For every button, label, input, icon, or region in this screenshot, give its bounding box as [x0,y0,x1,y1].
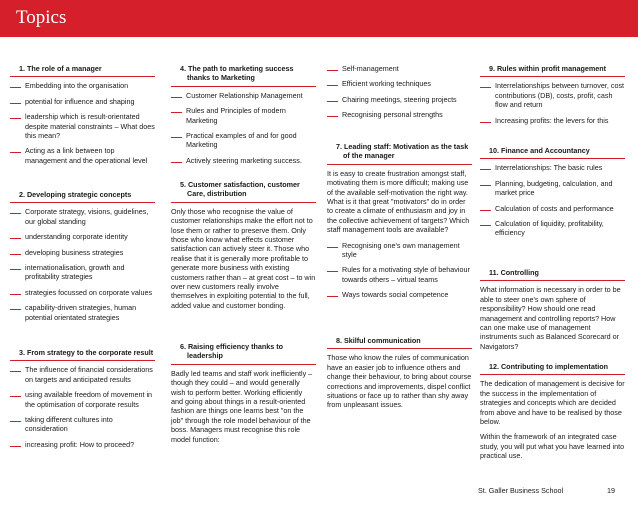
bullet-dash [10,103,21,104]
list-item: increasing profit: How to proceed? [10,440,155,449]
body-paragraph: Within the framework of an integrated case study, you will put what you have learned into practical use. [480,432,625,461]
body-paragraph: The dedication of management is decisive for the success in the implementation of strategies and concepts which are decided from above and have to be realised by those below. [480,379,625,427]
list-item: Rules for a motivating style of behaviour towards others – virtual teams [327,265,472,284]
bullet-dash [327,101,338,102]
list-item: The influence of financial considerations on targets and anticipated results [10,365,155,384]
list-item: Interrelationships between turnover, cost contributions (DB), costs, profit, cash flow and return [480,81,625,109]
bullet-dash [10,118,21,119]
header-banner [0,0,638,37]
list-item: internationalisation, growth and profitability strategies [10,263,155,282]
section-profit-management [480,64,625,131]
bullet-dash [10,421,21,422]
bullet-dash [171,97,182,98]
bullet-dash [171,112,182,113]
body-paragraph: Only those who recognise the value of customer relationships make the effort not to lose them or rather to preserve them. Only those who know what effects customer satisfaction can actively steer it. Those who realise that it is generally more profitable to generate more business with existing customers rather than – at great cost – to win over new customers really involve themselves in exploiting potential to the full, added value and customer bonding. [171,206,316,310]
list-item: Practical examples of and for good Marketing [171,131,316,150]
list-item: Self-management [327,64,472,73]
list-item: Calculation of costs and performance [480,204,625,213]
list-item: understanding corporate identity [10,232,155,241]
bullet-dash [327,85,338,86]
list-item: leadership which is result-orientated despite material constraints – What does this mean? [10,112,155,140]
list-item: developing business strategies [10,248,155,257]
bullet-dash [480,122,491,123]
section-role-of-manager [10,64,155,171]
section-title: 10. Finance and Accountancy [480,146,625,159]
section-title: 8. Skilful communication [327,336,472,349]
section-skilful-communication [327,336,472,416]
bullet-dash [327,70,338,71]
list-item: taking different cultures into consideration [10,415,155,434]
body-paragraph: Badly led teams and staff work inefficiently – though they could – and would generally wish to perform better. Working efficiently and going about things in a result-oriented fashion are things one learns best "on the job" through the role model behaviour of the boss. Managers must recognise this role model function: [171,368,313,444]
section-controlling [480,268,625,357]
bullet-dash [480,169,491,170]
list-item: Chairing meetings, steering projects [327,95,472,104]
list-item: Corporate strategy, visions, guidelines, our global standing [10,207,155,226]
bullet-dash [10,87,21,88]
bullet-dash [171,137,182,138]
list-item: Ways towards social competence [327,290,472,299]
bullet-dash [327,271,338,272]
body-paragraph: What information is necessary in order to be able to steer one's own sphere of responsibility? How should one read management and controlling reports? How can one make use of management instruments such as Balanced Scorecard or Navigators? [480,285,621,351]
page-title: Topics [16,7,67,28]
section-finance-accountancy [480,146,625,244]
footer-school-name: St. Galler Business School [478,486,564,495]
section-title: 5. Customer satisfaction, customer Care, distribution [171,180,316,203]
section-self-management [327,64,472,126]
bullet-dash [10,396,21,397]
bullet-dash [10,254,21,255]
bullet-dash [10,446,21,447]
list-item: Acting as a link between top management and the operational level [10,146,155,165]
section-title: 6. Raising efficiency thanks to leadership [171,342,316,365]
section-leading-staff [327,142,472,306]
list-item: using available freedom of movement in the optimisation of corporate results [10,390,155,409]
bullet-dash [10,238,21,239]
list-item: potential for influence and shaping [10,97,155,106]
list-item: capability-driven strategies, human potential orientated strategies [10,303,155,322]
section-title: 4. The path to marketing success thanks to Marketing [171,64,316,87]
body-paragraph: It is easy to create frustration amongst staff, motivating them is more difficult; making use of the available self-motivation the right way. What is it that great "motivators" do in order to create a climate of enthusiasm and joy in the collective achievement of targets? Which staff management tools are available? [327,168,470,235]
section-marketing-success [171,64,316,171]
list-item: Calculation of liquidity, profitability, efficiency [480,219,625,238]
section-title: 2. Developing strategic concepts [10,190,155,203]
list-item: Efficient working techniques [327,79,472,88]
list-item: Planning, budgeting, calculation, and market price [480,179,625,198]
bullet-dash [480,210,491,211]
bullet-dash [10,269,21,270]
page-number: 19 [607,486,615,495]
body-paragraph: Those who know the rules of communication have an easier job to influence others and change their behaviour, to bring about course corrections and improvements, dispel conflict situations or face up to rather than shy away from unpleasant issues. [327,353,472,410]
section-title: 11. Controlling [480,268,625,281]
section-strategic-concepts [10,190,155,328]
section-title: 12. Contributing to implementation [480,362,625,375]
bullet-dash [171,162,182,163]
section-title: 1. The role of a manager [10,64,155,77]
bullet-dash [10,152,21,153]
section-strategy-to-result [10,348,155,455]
bullet-dash [10,213,21,214]
bullet-dash [480,185,491,186]
list-item: Recognising personal strengths [327,110,472,119]
section-implementation [480,362,625,467]
list-item: Rules and Principles of modern Marketing [171,106,316,125]
bullet-dash [10,309,21,310]
section-title: 7. Leading staff: Motivation as the task of the manager [327,142,472,165]
list-item: Embedding into the organisation [10,81,155,90]
section-title: 3. From strategy to the corporate result [10,348,155,361]
bullet-dash [327,116,338,117]
list-item: Customer Relationship Management [171,91,316,100]
list-item: Recognising one's own management style [327,241,472,260]
list-item: strategies focussed on corporate values [10,288,155,297]
section-raising-efficiency [171,342,316,450]
bullet-dash [327,247,338,248]
bullet-dash [10,294,21,295]
list-item: Increasing profits: the levers for this [480,116,625,125]
bullet-dash [480,225,491,226]
list-item: Actively steering marketing success. [171,156,316,165]
bullet-dash [10,371,21,372]
list-item: Interrelationships: The basic rules [480,163,625,172]
bullet-dash [327,296,338,297]
section-customer-satisfaction [171,180,316,316]
section-title: 9. Rules within profit management [480,64,625,77]
bullet-dash [480,87,491,88]
